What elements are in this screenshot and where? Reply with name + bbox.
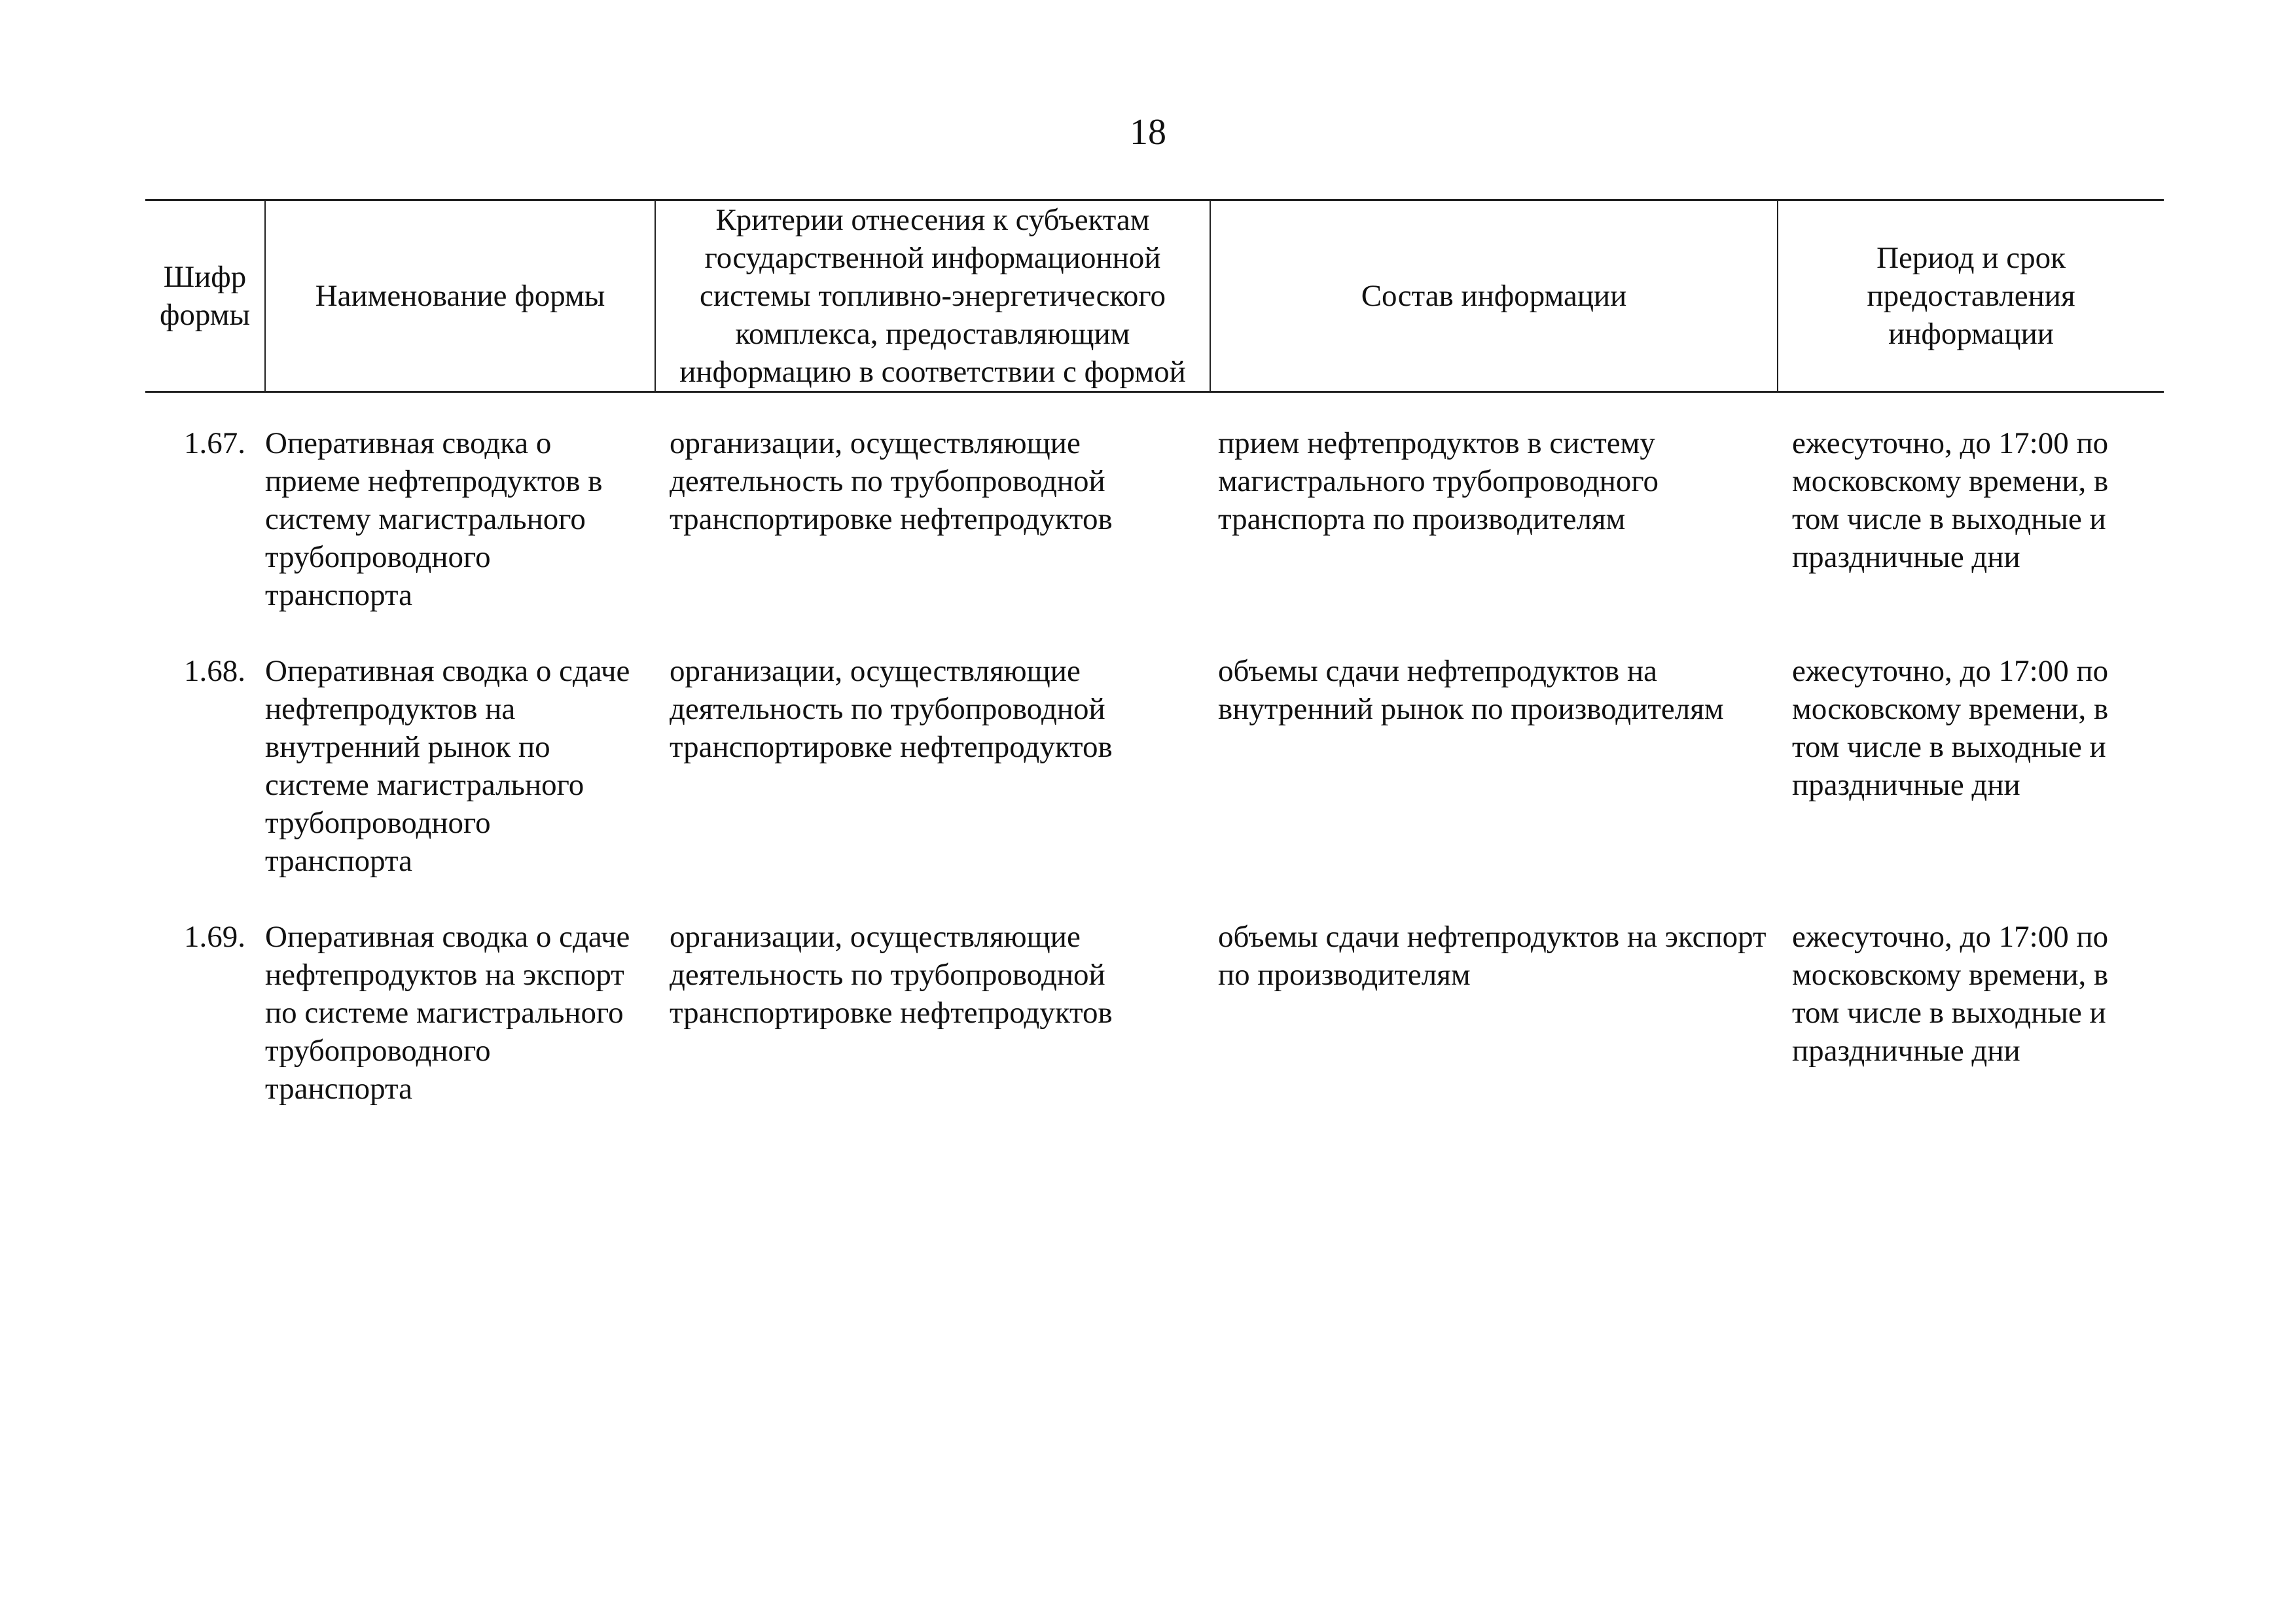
cell-criteria: организации, осуществляющие деятельность по трубопроводной транспортировке нефтепродуктов — [670, 920, 1113, 1030]
cell-criteria: организации, осуществляющие деятельность по трубопроводной транспортировке нефтепродуктов — [670, 654, 1113, 764]
header-period: Период и срок предоставления информации — [1778, 200, 2164, 392]
header-criteria: Критерии отнесения к субъектам государственной информационной системы топливно-энергетического комплекса, предоставляющим информацию в соответствии с формой — [655, 200, 1210, 392]
cell-name: Оперативная сводка о приеме нефтепродуктов в систему магистрального трубопроводного транспорта — [265, 426, 603, 612]
header-row — [145, 200, 2164, 392]
table-row — [145, 614, 2164, 880]
table-row — [145, 880, 2164, 1108]
header-code: Шифр формы — [145, 200, 265, 392]
table-header — [145, 200, 2164, 392]
header-info: Состав информации — [1210, 200, 1778, 392]
cell-criteria: организации, осуществляющие деятельность по трубопроводной транспортировке нефтепродуктов — [670, 426, 1113, 536]
cell-code: 1.68. — [184, 654, 245, 688]
forms-table — [145, 199, 2164, 1108]
table-row — [145, 392, 2164, 615]
cell-info: объемы сдачи нефтепродуктов на внутренний рынок по производителям — [1218, 654, 1724, 726]
cell-info: прием нефтепродуктов в систему магистрального трубопроводного транспорта по производителям — [1218, 426, 1659, 536]
cell-name: Оперативная сводка о сдаче нефтепродуктов на внутренний рынок по системе магистрального трубопроводного транспорта — [265, 654, 630, 878]
cell-period: ежесуточно, до 17:00 по московскому времени, в том числе в выходные и праздничные дни — [1792, 654, 2109, 802]
cell-period: ежесуточно, до 17:00 по московскому времени, в том числе в выходные и праздничные дни — [1792, 920, 2109, 1068]
page-number: 18 — [1130, 112, 1166, 153]
cell-info: объемы сдачи нефтепродуктов на экспорт по производителям — [1218, 920, 1767, 992]
cell-code: 1.69. — [184, 920, 245, 954]
header-name: Наименование формы — [265, 200, 655, 392]
table-body — [145, 392, 2164, 1108]
cell-code: 1.67. — [184, 426, 245, 460]
cell-name: Оперативная сводка о сдаче нефтепродуктов на экспорт по системе магистрального трубопроводного транспорта — [265, 920, 630, 1106]
cell-period: ежесуточно, до 17:00 по московскому времени, в том числе в выходные и праздничные дни — [1792, 426, 2109, 574]
